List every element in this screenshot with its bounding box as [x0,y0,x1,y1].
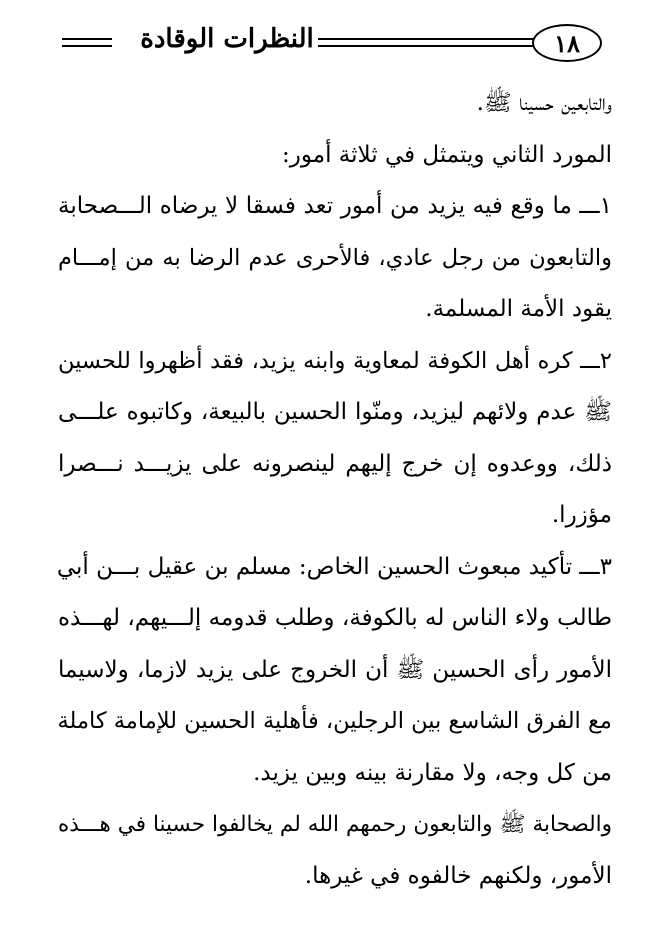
book-title: النظرات الوقادة [140,24,314,54]
text-line: ٢ـــ كره أهل الكوفة لمعاوية وابنه يزيد، فقد أظهروا للحسين [58,347,612,374]
text-line: ١ـــ ما وقع فيه يزيد من أمور تعد فسقا لا يرضاه الـــصحابة [58,193,612,219]
text-line: والتابعون من رجل عادي، فالأحرى عدم الرضا به من إمـــام [58,244,612,271]
text-line: والتابعين حسينا ﷺ. [476,90,612,116]
running-header [54,22,602,66]
page-number: ١٨ [532,24,602,62]
text-line: الأمور رأى الحسين ﷺ أن الخروج على يزيد لازما، ولاسيما [58,656,612,683]
text-line: المورد الثاني ويتمثل في ثلاثة أمور: [282,141,612,168]
text-line: مع الفرق الشاسع بين الرجلين، فأهلية الحسين للإمامة كاملة [57,708,612,734]
text-line: ٣ـــ تأكيد مبعوث الحسين الخاص: مسلم بن عقيل بـــن أبي [56,553,612,580]
text-line: والصحابة ﷺ والتابعون رحمهم الله لم يخالفوا حسينا في هـــذه [58,812,612,837]
text-line: طالب ولاء الناس له بالكوفة، وطلب قدومه إلـــيهم، لهـــذه [58,605,612,631]
header-rule-left [62,38,112,47]
text-line: ﷺ عدم ولائهم ليزيد، ومنّوا الحسين بالبيعة، وكاتبوه علـــى [58,399,612,425]
text-line: ذلك، ووعدوه إن خرج إليهم لينصرونه على يزيـــد نـــصرا [58,450,612,477]
header-rule-right [318,38,536,47]
text-line: من كل وجه، ولا مقارنة بينه وبين يزيد. [253,759,612,786]
body-text [58,78,612,902]
text-line: الأمور، ولكنهم خالفوه في غيرها. [304,862,612,889]
text-line: مؤزرا. [551,502,612,528]
text-line: يقود الأمة المسلمة. [425,296,612,322]
